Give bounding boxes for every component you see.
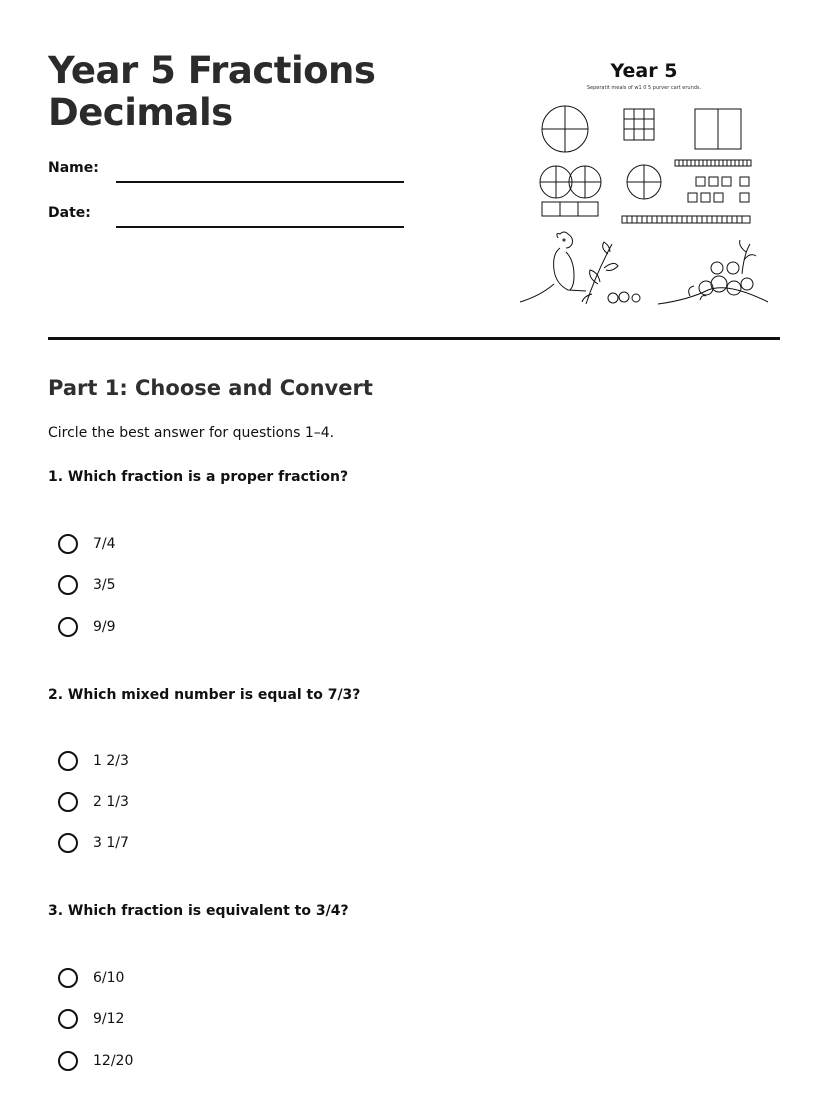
date-line bbox=[116, 226, 404, 228]
option-q1-b[interactable] bbox=[58, 573, 116, 597]
section-heading: Part 1: Choose and Convert bbox=[48, 376, 373, 400]
fraction-rectangle-icon bbox=[695, 109, 741, 149]
option-label: 2 1/3 bbox=[93, 794, 129, 810]
header-illustration bbox=[512, 56, 776, 312]
date-label: Date: bbox=[48, 205, 91, 221]
question-3: 3. Which fraction is equivalent to 3/4? bbox=[48, 903, 349, 919]
option-label: 9/12 bbox=[93, 1011, 125, 1027]
flowers-icon bbox=[658, 240, 768, 304]
option-q3-a[interactable] bbox=[58, 966, 124, 990]
radio-circle[interactable] bbox=[58, 792, 78, 812]
option-q2-c[interactable] bbox=[58, 831, 129, 855]
name-label: Name: bbox=[48, 160, 99, 176]
option-label: 7/4 bbox=[93, 536, 116, 552]
fraction-circle-icon bbox=[627, 165, 661, 199]
radio-circle[interactable] bbox=[58, 833, 78, 853]
option-label: 3/5 bbox=[93, 577, 116, 593]
option-label: 9/9 bbox=[93, 619, 116, 635]
option-label: 3 1/7 bbox=[93, 835, 129, 851]
option-label: 6/10 bbox=[93, 970, 125, 986]
radio-circle[interactable] bbox=[58, 575, 78, 595]
fraction-grid-icon bbox=[624, 109, 654, 140]
radio-circle[interactable] bbox=[58, 1009, 78, 1029]
number-line-icon bbox=[622, 160, 751, 223]
option-q2-a[interactable] bbox=[58, 749, 129, 773]
kangaroo-icon bbox=[520, 232, 586, 302]
instructions: Circle the best answer for questions 1–4. bbox=[48, 425, 335, 441]
plant-icon bbox=[582, 242, 640, 304]
option-q1-c[interactable] bbox=[58, 615, 116, 639]
name-line bbox=[116, 181, 404, 183]
question-2: 2. Which mixed number is equal to 7/3? bbox=[48, 687, 361, 703]
option-label: 12/20 bbox=[93, 1053, 134, 1069]
radio-circle[interactable] bbox=[58, 1051, 78, 1071]
option-q2-b[interactable] bbox=[58, 790, 129, 814]
fraction-rectangle-icon bbox=[542, 202, 598, 216]
title-line-1: Year 5 Fractions bbox=[48, 49, 376, 92]
title-line-2: Decimals bbox=[48, 91, 233, 134]
option-q3-b[interactable] bbox=[58, 1007, 124, 1031]
header-divider bbox=[48, 337, 780, 340]
illustration-title: Year 5 bbox=[610, 60, 678, 82]
radio-circle[interactable] bbox=[58, 534, 78, 554]
fraction-circle-icon bbox=[540, 166, 601, 198]
question-1: 1. Which fraction is a proper fraction? bbox=[48, 469, 349, 485]
worksheet-title bbox=[48, 50, 375, 134]
fraction-circle-icon bbox=[542, 106, 588, 152]
option-q1-a[interactable] bbox=[58, 532, 116, 556]
radio-circle[interactable] bbox=[58, 751, 78, 771]
radio-circle[interactable] bbox=[58, 968, 78, 988]
radio-circle[interactable] bbox=[58, 617, 78, 637]
illustration-drawing bbox=[512, 56, 776, 312]
illustration-caption: Seperatit meals of w1 0 5 purver cart erunds. bbox=[586, 85, 702, 91]
option-label: 1 2/3 bbox=[93, 753, 129, 769]
option-q3-c[interactable] bbox=[58, 1049, 133, 1073]
